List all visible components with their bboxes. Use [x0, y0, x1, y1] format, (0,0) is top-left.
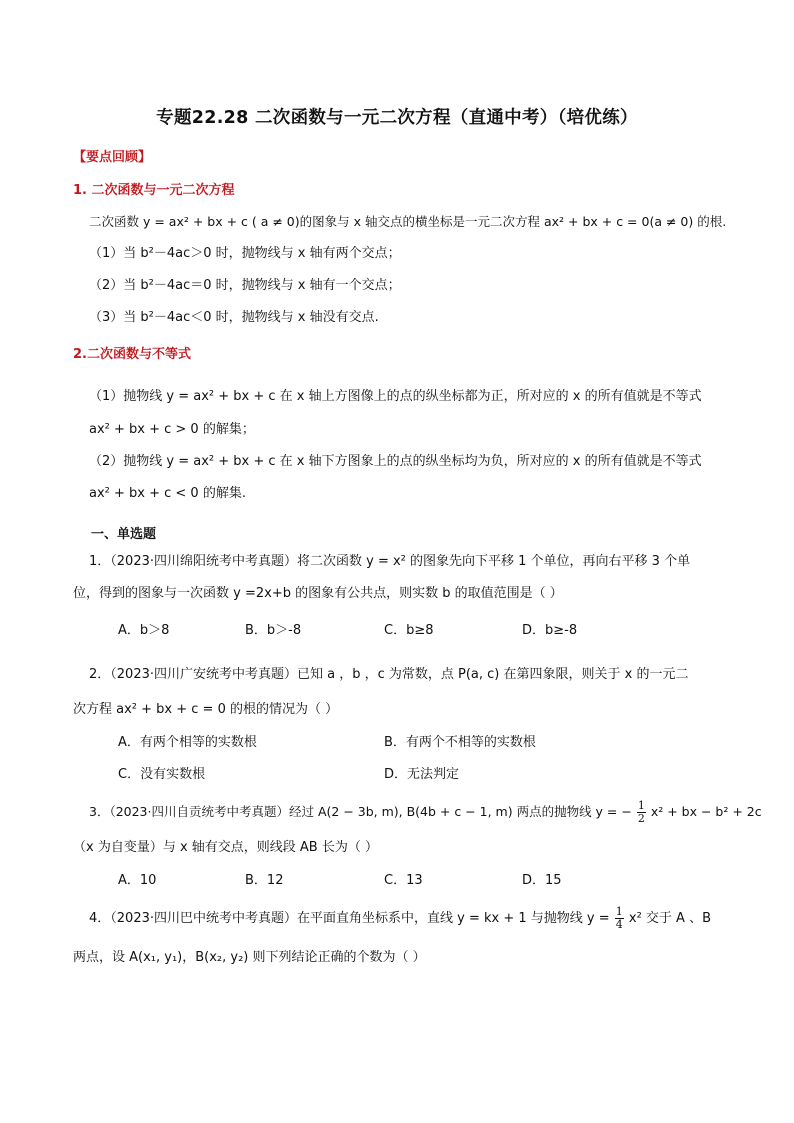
point2-line-3: （2）抛物线 y = ax² + bx + c 在 x 轴下方图象上的点的纵坐标均为负，所对应的 x 的所有值就是不等式	[89, 454, 702, 469]
q2-line-2: 次方程 ax² + bx + c = 0 的根的情况为（ ）	[73, 702, 339, 717]
q3-option-d: D．15	[522, 873, 562, 888]
q3-fraction-numerator: 1	[637, 799, 645, 812]
point1-intro: 二次函数 y = ax² + bx + c ( a ≠ 0)的图象与 x 轴交点的横坐标是一元二次方程 ax² + bx + c = 0(a ≠ 0) 的根.	[89, 214, 727, 229]
q2-option-c: C．没有实数根	[118, 767, 206, 782]
q4-fraction-denominator: 4	[615, 918, 623, 931]
q4-line-2: 两点，设 A(x₁, y₁)，B(x₂, y₂) 则下列结论正确的个数为（ ）	[73, 950, 426, 965]
q3-line-2: （x 为自变量）与 x 轴有交点，则线段 AB 长为（ ）	[73, 840, 378, 855]
q3-option-a: A．10	[118, 873, 157, 888]
q2-option-d: D．无法判定	[384, 767, 460, 782]
q1-option-b: B．b＞-8	[245, 623, 302, 638]
q2-option-a: A．有两个相等的实数根	[118, 735, 257, 750]
q3-option-c: C．13	[384, 873, 423, 888]
q3-option-b: B．12	[245, 873, 284, 888]
q1-option-c: C．b≥8	[384, 623, 434, 638]
q2-option-b: B．有两个不相等的实数根	[384, 735, 536, 750]
q4-line-1-text: 4．（2023·四川巴中统考中考真题）在平面直角坐标系中，直线 y = kx + 1 与抛物线 y =	[89, 911, 610, 926]
single-choice-heading: 一、单选题	[91, 527, 157, 542]
point2-line-2: ax² + bx + c > 0 的解集；	[89, 422, 255, 437]
q3-line-1-tail: x² + bx − b² + 2c	[650, 804, 762, 819]
point2-line-4: ax² + bx + c < 0 的解集.	[89, 486, 246, 501]
q1-line-2: 位，得到的图象与一次函数 y =2x+b 的图象有公共点，则实数 b 的取值范围是（ ）	[73, 586, 563, 601]
point2-line-1: （1）抛物线 y = ax² + bx + c 在 x 轴上方图像上的点的纵坐标都为正，所对应的 x 的所有值就是不等式	[89, 389, 702, 404]
q3-fraction	[637, 800, 646, 825]
q1-option-d: D．b≥-8	[522, 623, 578, 638]
q3-line-1	[89, 800, 762, 825]
point1-heading: 1. 二次函数与一元二次方程	[73, 183, 235, 198]
q3-line-1-text: 3．（2023·四川自贡统考中考真题）经过 A(2 − 3b, m), B(4b + c − 1, m) 两点的抛物线 y = −	[89, 804, 632, 819]
review-heading: 【要点回顾】	[73, 150, 152, 165]
point2-heading: 2.二次函数与不等式	[73, 347, 191, 362]
q2-line-1: 2．（2023·四川广安统考中考真题）已知 a ，b ，c 为常数，点 P(a, c) 在第四象限，则关于 x 的一元二	[89, 667, 689, 682]
q3-fraction-denominator: 2	[637, 812, 645, 825]
point1-item-2: （2）当 b²－4ac＝0 时，抛物线与 x 轴有一个交点；	[89, 278, 401, 293]
q4-line-1	[89, 906, 711, 931]
q4-line-1-tail: x² 交于 A 、B	[628, 911, 712, 926]
q4-fraction-numerator: 1	[615, 905, 623, 918]
point1-item-1: （1）当 b²－4ac＞0 时，抛物线与 x 轴有两个交点；	[89, 246, 401, 261]
q1-option-a: A．b＞8	[118, 623, 170, 638]
point1-item-3: （3）当 b²－4ac＜0 时，抛物线与 x 轴没有交点.	[89, 310, 379, 325]
page-title: 专题22.28 二次函数与一元二次方程（直通中考）（培优练）	[156, 108, 638, 128]
q1-line-1: 1．（2023·四川绵阳统考中考真题）将二次函数 y = x² 的图象先向下平移 1 个单位，再向右平移 3 个单	[89, 554, 691, 569]
q4-fraction	[615, 906, 624, 931]
